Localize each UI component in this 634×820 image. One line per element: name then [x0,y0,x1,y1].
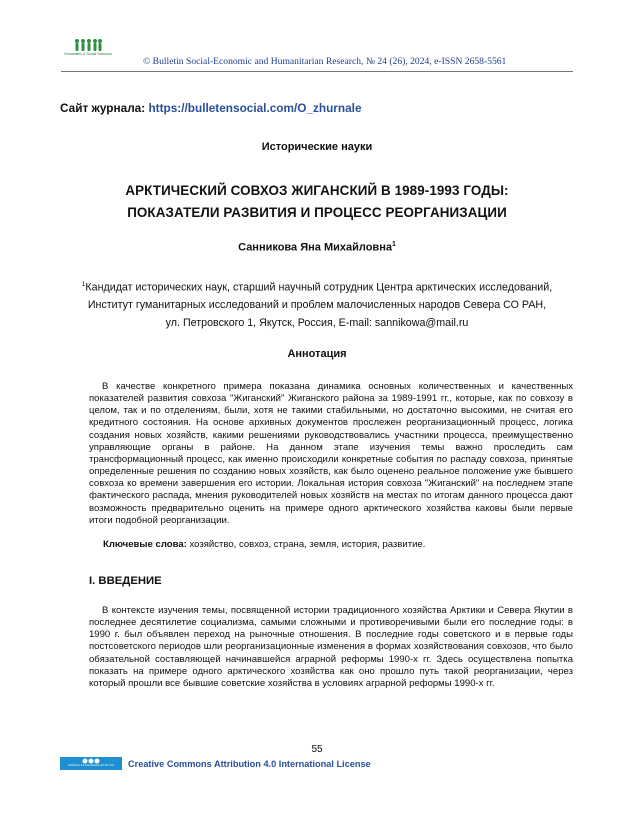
keywords [103,539,573,550]
logo-text: Humanities & Social Sciences [64,52,112,56]
article-title [60,180,574,224]
author-name: Санникова Яна Михайловна [238,241,392,254]
journal-site-line [60,101,362,115]
keywords-label: Ключевые слова: [103,539,187,550]
badge-text: Attribution 4.0 International (CC BY 4.0) [68,764,114,767]
title-line-1: АРКТИЧЕСКИЙ СОВХОЗ ЖИГАНСКИЙ В 1989-1993 ГОДЫ: [125,183,509,198]
affiliation-line-1: Кандидат исторических наук, старший научный сотрудник Центра арктических исследований, [85,281,553,294]
abstract-heading: Аннотация [287,348,347,360]
license-link[interactable]: Creative Commons Attribution 4.0 International License [128,759,371,769]
intro-heading: I. ВВЕДЕНИЕ [89,575,162,587]
author-marker: 1 [391,241,396,248]
section-heading: Исторические науки [261,141,373,153]
people-icon [73,38,103,52]
site-label: Сайт журнала: [60,101,146,115]
title-line-2: ПОКАЗАТЕЛИ РАЗВИТИЯ И ПРОЦЕСС РЕОРГАНИЗАЦИИ [127,205,507,220]
journal-site-link[interactable]: https://bulletensocial.com/O_zhurnale [148,101,362,115]
page-number: 55 [311,744,323,755]
affiliation-line-3: ул. Петровского 1, Якутск, Россия, E-mail: sannikowa@mail.ru [165,316,469,329]
affiliation-line-2: Институт гуманитарных исследований и проблем малочисленных народов Севера СО РАН, [87,299,547,312]
journal-logo [62,38,114,68]
header-divider [61,71,573,72]
author [0,241,634,254]
affiliation-marker: 1 [81,281,86,288]
journal-citation: © Bulletin Social-Economic and Humanitarian Research, № 24 (26), 2024, e-ISSN 2658-5561 [143,56,507,67]
cc-license-badge[interactable] [60,757,122,770]
abstract-text: В качестве конкретного примера показана динамика основных количественных и качественных показателей развития совхоза "Жиганский" Жиганского района за 1989-1991 гг., которые, как по совхозу в целом, так и по отделениям, были, хотя не такими стабильными, но достаточно высокими, не считая его кредитного состояния. На основе архивных документов прослежен реорганизационный процесс, логика создания новых хозяйств, какими решениями руководствовались участники процесса, преимущественно управляющие органы в районе. На данном этапе изучения темы важно проследить сам трансформационный процесс, как именно происходили конкретные события по распаду совхоза, принятые определенные решения по созданию новых хозяйств, как было оценено реальное положение уже бывшего совхоза ко времени завершения его истории. Локальная история совхоза "Жиганский" на последнем этапе фактического распада, мнения руководителей новых хозяйств на местах по итогам данного процесса дают возможность предварительно оценить на примере одного арктического хозяйства каковы были первые итоги подобной реорганизации. [89,381,573,526]
affiliation [60,276,574,332]
keywords-text: хозяйство, совхоз, страна, земля, история, развитие. [189,539,426,550]
intro-text: В контексте изучения темы, посвященной истории традиционного хозяйства Арктики и Севера Якутии в последнее десятилетие социализма, самыми сложными и противоречивыми были его последние годы: в 1990 г. был объявлен переход на рыночные отношения. В последние годы советского и в первые годы постсоветского периодов шли реорганизационные изменения в формах хозяйствования совхозов, что было обязательной составляющей начинавшейся аграрной реформы 1990-х гг. Здесь осуществлена попытка показать на примере одного арктического хозяйства как оно прошло путь такой реорганизации, через который прошли все бывшие советские хозяйства в условиях аграрной реформы 1990-х гг. [89,605,573,689]
page-header [0,38,634,78]
